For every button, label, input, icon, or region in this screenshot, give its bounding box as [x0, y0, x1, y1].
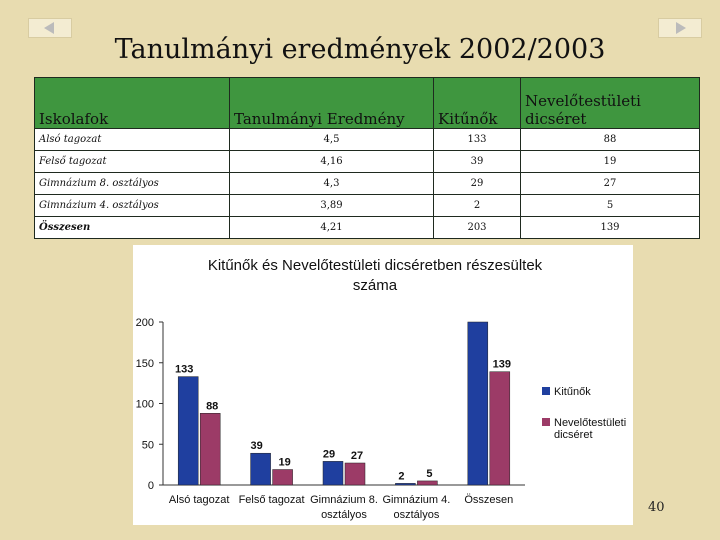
y-tick-label: 200	[135, 317, 154, 329]
bar	[251, 453, 271, 485]
bar	[417, 481, 437, 485]
data-label: 19	[278, 456, 291, 469]
table-cell: 4,3	[230, 173, 434, 195]
data-label: 5	[426, 467, 433, 480]
legend-label: Nevelőtestületi	[554, 417, 627, 429]
slide-title: Tanulmányi eredmények 2002/2003	[114, 34, 606, 65]
legend-label: dicséret	[554, 429, 593, 441]
category-label: Felső tagozat	[238, 494, 305, 506]
table-cell: 88	[521, 129, 700, 151]
category-label: osztályos	[393, 509, 440, 521]
data-label: 133	[175, 363, 194, 376]
data-label: 88	[206, 400, 219, 413]
table-cell: 3,89	[230, 195, 434, 217]
y-tick-label: 100	[135, 398, 154, 411]
table-row	[35, 195, 700, 217]
table-header-row	[35, 78, 700, 129]
bar	[273, 470, 293, 485]
y-tick-label: 150	[135, 357, 154, 370]
table-cell: 203	[434, 217, 521, 239]
bar	[395, 483, 415, 485]
table-cell: Felső tagozat	[35, 151, 230, 173]
column-header: Kitűnők	[434, 78, 521, 129]
table-cell: 4,16	[230, 151, 434, 173]
table-cell: Gimnázium 4. osztályos	[35, 195, 230, 217]
table-cell: 5	[521, 195, 700, 217]
data-label: 29	[322, 448, 336, 461]
table-row	[35, 173, 700, 195]
category-label: Alsó tagozat	[168, 494, 230, 506]
table-cell: 19	[521, 151, 700, 173]
table-row	[35, 151, 700, 173]
bar	[490, 372, 510, 485]
table-cell: 29	[434, 173, 521, 195]
data-label: 139	[492, 358, 511, 371]
bar	[323, 461, 343, 485]
data-label: 2	[398, 470, 405, 483]
chart-title-line: száma	[352, 277, 398, 294]
y-tick-label: 50	[141, 439, 154, 452]
table-row	[35, 217, 700, 239]
bar	[345, 463, 365, 485]
category-label: Gimnázium 8.	[310, 494, 378, 506]
table-row	[35, 129, 700, 151]
data-label: 39	[250, 440, 263, 453]
column-header: Iskolafok	[35, 78, 230, 129]
table-cell: 4,5	[230, 129, 434, 151]
table-cell: 139	[521, 217, 700, 239]
y-tick-label: 0	[147, 480, 154, 492]
bar	[178, 377, 198, 485]
bar-chart	[133, 245, 633, 525]
legend-swatch	[542, 418, 550, 426]
page-number: 40	[648, 500, 665, 515]
data-label: 27	[350, 449, 364, 462]
table-cell: 4,21	[230, 217, 434, 239]
results-table	[34, 77, 700, 239]
table-cell: Gimnázium 8. osztályos	[35, 173, 230, 195]
chart-title-line: Kitűnők és Nevelőtestületi dicséretben részesültek	[207, 257, 543, 274]
table-cell: 27	[521, 173, 700, 195]
category-label: osztályos	[321, 509, 367, 521]
category-label: Összesen	[464, 494, 514, 506]
column-header: Nevelőtestületi dicséret	[521, 78, 700, 129]
legend-swatch	[542, 387, 550, 395]
legend-label: Kitűnők	[554, 386, 591, 398]
bar-chart-svg	[133, 245, 633, 525]
table-cell: 2	[434, 195, 521, 217]
bar	[468, 322, 488, 485]
bar	[200, 413, 220, 485]
category-label: Gimnázium 4.	[382, 494, 451, 506]
table-cell: 133	[434, 129, 521, 151]
table-cell: Alsó tagozat	[35, 129, 230, 151]
table-cell: Összesen	[35, 217, 230, 239]
column-header: Tanulmányi Eredmény	[230, 78, 434, 129]
table-cell: 39	[434, 151, 521, 173]
